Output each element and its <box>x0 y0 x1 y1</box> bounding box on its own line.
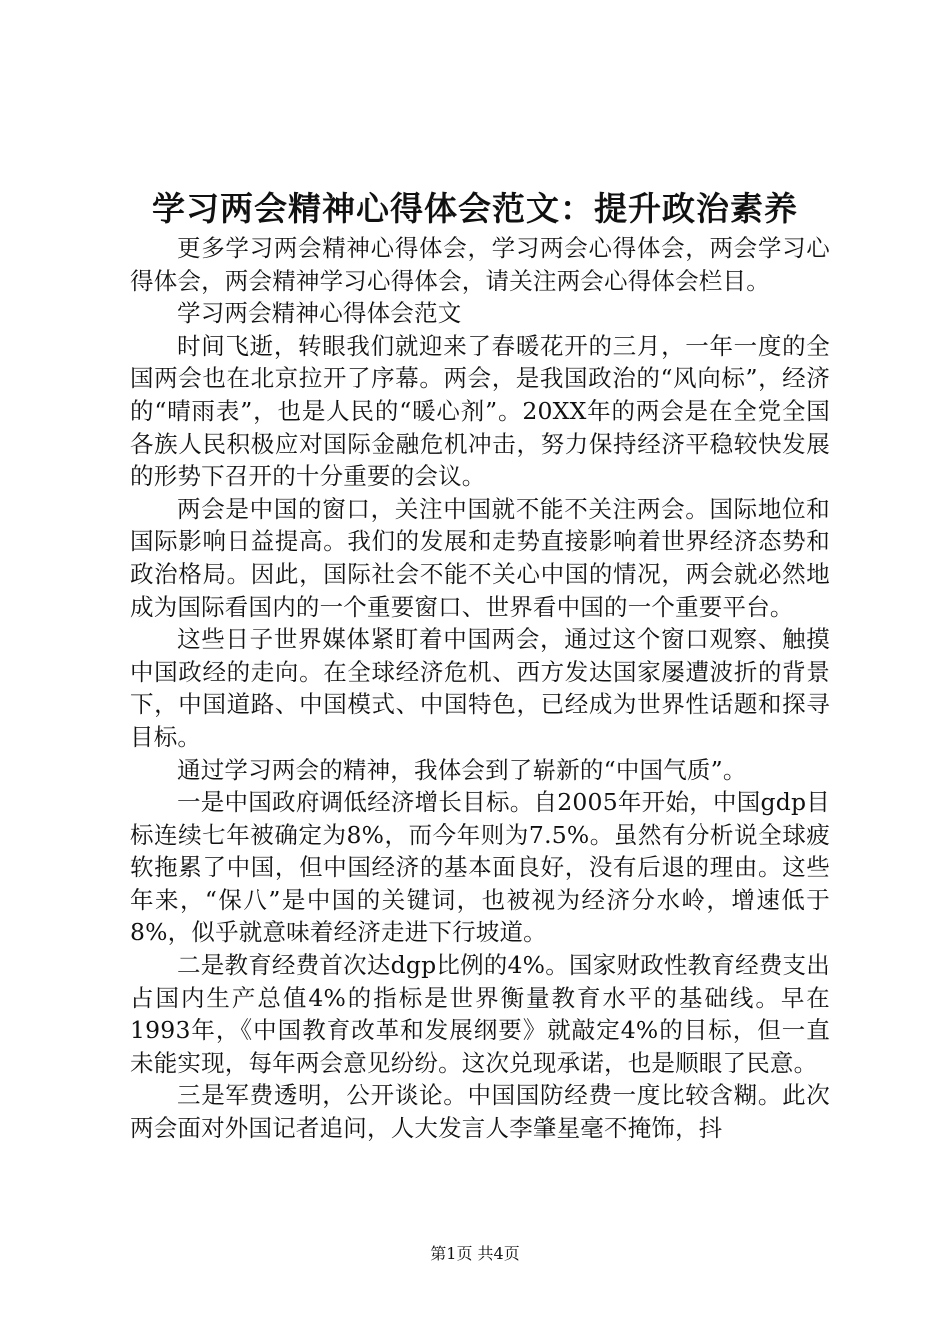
page-footer: 第1页 共4页 <box>430 1244 520 1263</box>
paragraph: 两会是中国的窗口，关注中国就不能不关注两会。国际地位和国际影响日益提高。我们的发展和走势直接影响着世界经济态势和政治格局。因此，国际社会不能不关心中国的情况，两会就必然地成为国际看国内的一个重要窗口、世界看中国的一个重要平台。 <box>130 494 830 621</box>
document-body <box>130 232 830 1145</box>
paragraph: 二是教育经费首次达dgp比例的4%。国家财政性教育经费支出占国内生产总值4%的指标是世界衡量教育水平的基础线。早在1993年，《中国教育改革和发展纲要》就敲定4%的目标，但一直未能实现，每年两会意见纷纷。这次兑现承诺，也是顺眼了民意。 <box>130 951 830 1077</box>
document-title: 学习两会精神心得体会范文：提升政治素养 <box>152 189 798 228</box>
paragraph: 一是中国政府调低经济增长目标。自2005年开始，中国gdp目标连续七年被确定为8%，而今年则为7.5%。虽然有分析说全球疲软拖累了中国，但中国经济的基本面良好，没有后退的理由。这些年来，“保八”是中国的关键词，也被视为经济分水岭，增速低于8%，似乎就意味着经济走进下行坡道。 <box>130 788 830 947</box>
paragraph: 这些日子世界媒体紧盯着中国两会，通过这个窗口观察、触摸中国政经的走向。在全球经济危机、西方发达国家屡遭波折的背景下，中国道路、中国模式、中国特色，已经成为世界性话题和探寻目标。 <box>130 625 830 751</box>
paragraph-intro: 更多学习两会精神心得体会，学习两会心得体会，两会学习心得体会，两会精神学习心得体会，请关注两会心得体会栏目。 <box>130 234 830 295</box>
paragraph-subheading: 学习两会精神心得体会范文 <box>177 299 462 328</box>
paragraph: 三是军费透明，公开谈论。中国国防经费一度比较含糊。此次两会面对外国记者追问，人大发言人李肇星毫不掩饰，抖 <box>130 1081 830 1143</box>
paragraph: 时间飞逝，转眼我们就迎来了春暖花开的三月，一年一度的全国两会也在北京拉开了序幕。两会，是我国政治的“风向标”，经济的“晴雨表”，也是人民的“暖心剂”。20XX年的两会是在全党全国各族人民积极应对国际金融危机冲击，努力保持经济平稳较快发展的形势下召开的十分重要的会议。 <box>130 331 830 491</box>
paragraph: 通过学习两会的精神，我体会到了崭新的“中国气质”。 <box>177 755 747 784</box>
